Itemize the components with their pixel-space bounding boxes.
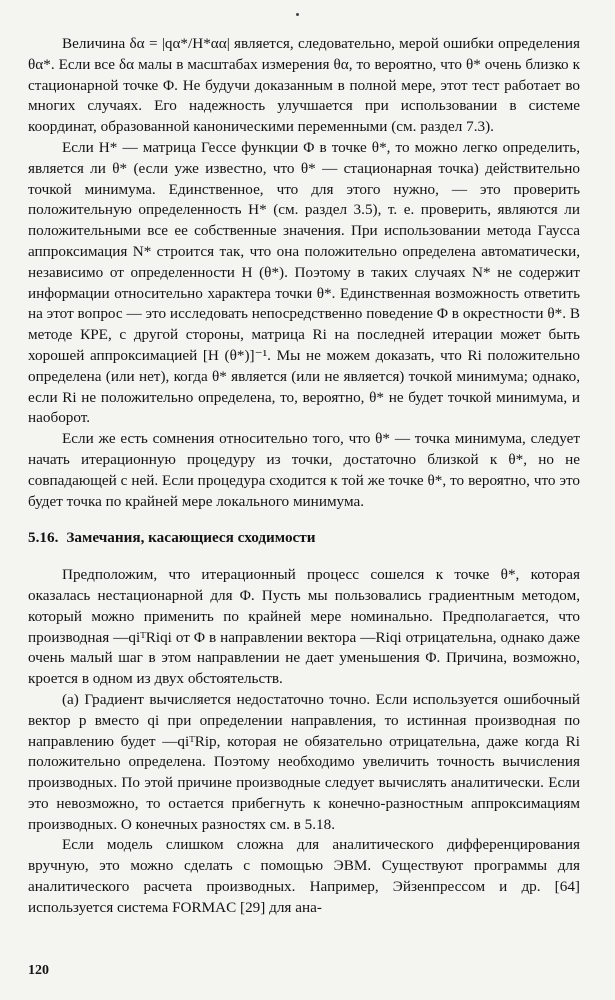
paragraph: (а) Градиент вычисляется недостаточно точно. Если используется ошибочный вектор p вместо qi при определении направления, то истинная производная по направлению будет —qiᵀRip, которая не обязательно отрицательна, даже когда Ri положительно определена. Поэтому необходимо увеличить точность вычисления производных. По этой причине производные следует вычислять аналитически. Если это невозможно, то остается прибегнуть к конечно-разностным аппроксимациям производных. О конечных разностях см. в 5.18. xyxy=(28,690,580,833)
scan-speck xyxy=(296,13,299,16)
page-number: 120 xyxy=(28,963,49,978)
paragraph: Предположим, что итерационный процесс сошелся к точке θ*, которая оказалась нестационарной для Φ. Пусть мы пользовались градиентным методом, который можно применить по крайней мере номинально. Предполагается, что производная —qiᵀRiqi от Φ в направлении вектора —Riqi отрицательна, однако даже очень малый шаг в этом направлении не дает уменьшения Φ. Причина, возможно, кроется в одном из двух обстоятельств. xyxy=(28,566,580,688)
paragraph: Величина δα = |qα*/H*αα| является, следовательно, мерой ошибки определения θα*. Если все δα малы в масштабах измерения θα, то вероятно, что θ* очень близко к стационарной точке Φ. Не будучи доказанным в полной мере, этот тест работает во многих случаях. Его надежность улучшается при использовании в системе координат, образованной каноническими переменными (см. раздел 7.3). xyxy=(28,35,580,136)
paragraph: Если модель слишком сложна для аналитического дифференцирования вручную, это можно сделать с помощью ЭВМ. Существуют программы для аналитического расчета производных. Например, Эйзенпрессом и др. [64] используется система FORMAC [29] для ана- xyxy=(28,836,580,916)
book-page-text xyxy=(28,34,580,919)
section-heading xyxy=(28,528,580,549)
section-number: 5.16. xyxy=(28,529,59,547)
paragraph: Если же есть сомнения относительно того, что θ* — точка минимума, следует начать итерационную процедуру из точки, достаточно близкой к θ*, но не совпадающей с ней. Если процедура сходится к той же точке θ*, то вероятно, что это будет точка по крайней мере локального минимума. xyxy=(28,430,580,510)
section-title: Замечания, касающиеся сходимости xyxy=(66,529,316,547)
paragraph: Если H* — матрица Гессе функции Φ в точке θ*, то можно легко определить, является ли θ* (если уже известно, что θ* — стационарная точка) действительно точкой минимума. Единственное, что для этого нужно, — это проверить положительную определенность H* (см. раздел 3.5), т. е. проверить, являются ли положительными все ее собственные значения. При использовании метода Гаусса аппроксимация N* строится так, что она положительно определена автоматически, независимо от определенности H (θ*). Поэтому в таких случаях N* не содержит информации относительно характера точки θ*. Единственная возможность ответить на этот вопрос — это исследовать непосредственно поведение Φ в окрестности θ*. В методе КРЕ, с другой стороны, матрица Ri на последней итерации может быть хорошей аппроксимацией [H (θ*)]⁻¹. Мы не можем доказать, что Ri положительно определена (или нет), когда θ* является (или не является) точкой минимума; однако, если Ri не положительно определена, то, вероятно, θ* не будет точкой минимума, и наоборот. xyxy=(28,138,580,427)
